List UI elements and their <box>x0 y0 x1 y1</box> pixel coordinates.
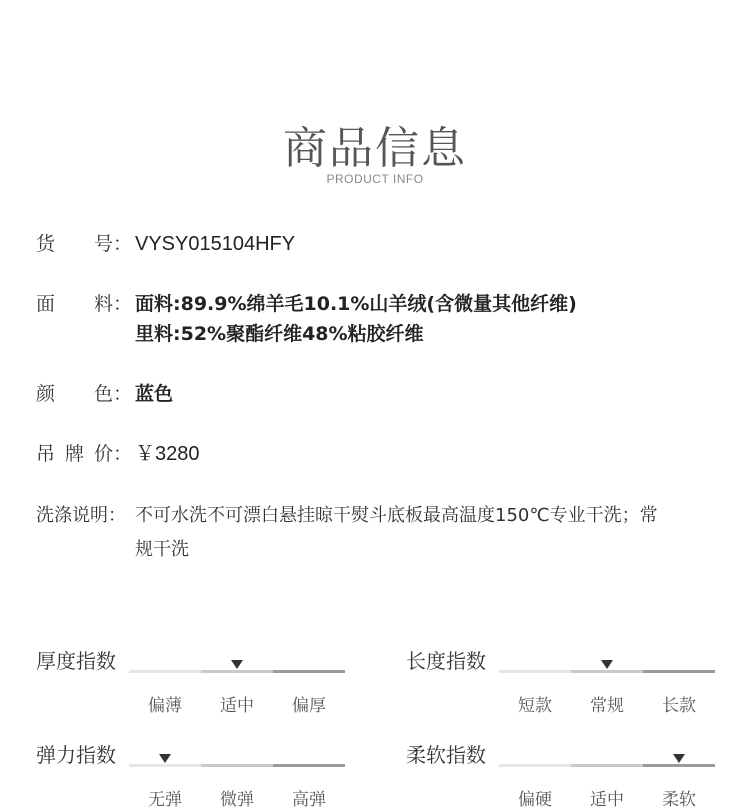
index-name: 长度指数 <box>406 649 486 673</box>
price-value: ￥3280 <box>135 443 200 465</box>
scale-segment <box>643 670 715 673</box>
sku-value: VYSY015104HFY <box>135 233 296 255</box>
scale-option: 适中 <box>220 696 254 716</box>
wash-value-line1: 不可水洗不可漂白悬挂晾干熨斗底板最高温度150℃专业干洗；常 <box>135 505 658 526</box>
scale-segment <box>201 764 273 767</box>
fabric-value-outer: 面料:89.9%绵羊毛10.1%山羊绒(含微量其他纤维) <box>135 293 577 315</box>
wash-value-line2: 规干洗 <box>135 539 189 560</box>
scale-option: 偏厚 <box>292 696 326 716</box>
price-label-char-2: 牌 <box>65 443 85 465</box>
index-scale <box>499 660 715 716</box>
scale-marker-icon <box>231 660 243 669</box>
index-name: 柔软指数 <box>406 743 486 767</box>
scale-marker-icon <box>673 754 685 763</box>
scale-marker-icon <box>159 754 171 763</box>
index-scale <box>129 754 345 810</box>
page-subtitle: PRODUCT INFO <box>326 172 424 186</box>
fabric-label-char-2: 料： <box>94 293 133 315</box>
fabric-value-lining: 里料:52%聚酯纤维48%粘胶纤维 <box>135 323 424 345</box>
scale-option: 适中 <box>590 790 624 810</box>
scale-option: 偏薄 <box>148 696 182 716</box>
scale-segment <box>201 670 273 673</box>
price-label-char-3: 价： <box>94 443 133 465</box>
index-softness <box>406 737 746 810</box>
index-scale <box>129 660 345 716</box>
color-label-char-2: 色： <box>94 383 133 405</box>
scale-segment <box>273 764 345 767</box>
scale-option: 长款 <box>662 696 696 716</box>
index-name: 弹力指数 <box>36 743 116 767</box>
scale-option: 无弹 <box>148 790 182 810</box>
fabric-label-char-1: 面 <box>36 293 56 315</box>
price-label-char-1: 吊 <box>36 443 56 465</box>
scale-option: 短款 <box>518 696 552 716</box>
sku-label-char-2: 号： <box>94 233 133 255</box>
index-elasticity <box>36 737 376 810</box>
scale-segment <box>571 670 643 673</box>
scale-option: 高弹 <box>292 790 326 810</box>
scale-segment <box>499 764 571 767</box>
scale-segment <box>499 670 571 673</box>
scale-segment <box>571 764 643 767</box>
scale-segment <box>129 764 201 767</box>
color-value: 蓝色 <box>135 383 174 405</box>
index-scale <box>499 754 715 810</box>
scale-option: 常规 <box>590 696 624 716</box>
index-name: 厚度指数 <box>36 649 116 673</box>
index-thickness <box>36 643 376 716</box>
sku-label-char-1: 货 <box>36 233 56 255</box>
index-length <box>406 643 746 716</box>
scale-option: 偏硬 <box>518 790 552 810</box>
scale-segment <box>129 670 201 673</box>
color-label-char-1: 颜 <box>36 383 56 405</box>
wash-label: 洗涤说明： <box>36 505 126 526</box>
scale-option: 微弹 <box>220 790 254 810</box>
page-title: 商品信息 <box>283 123 467 174</box>
scale-marker-icon <box>601 660 613 669</box>
scale-option: 柔软 <box>662 790 696 810</box>
scale-segment <box>273 670 345 673</box>
scale-segment <box>643 764 715 767</box>
